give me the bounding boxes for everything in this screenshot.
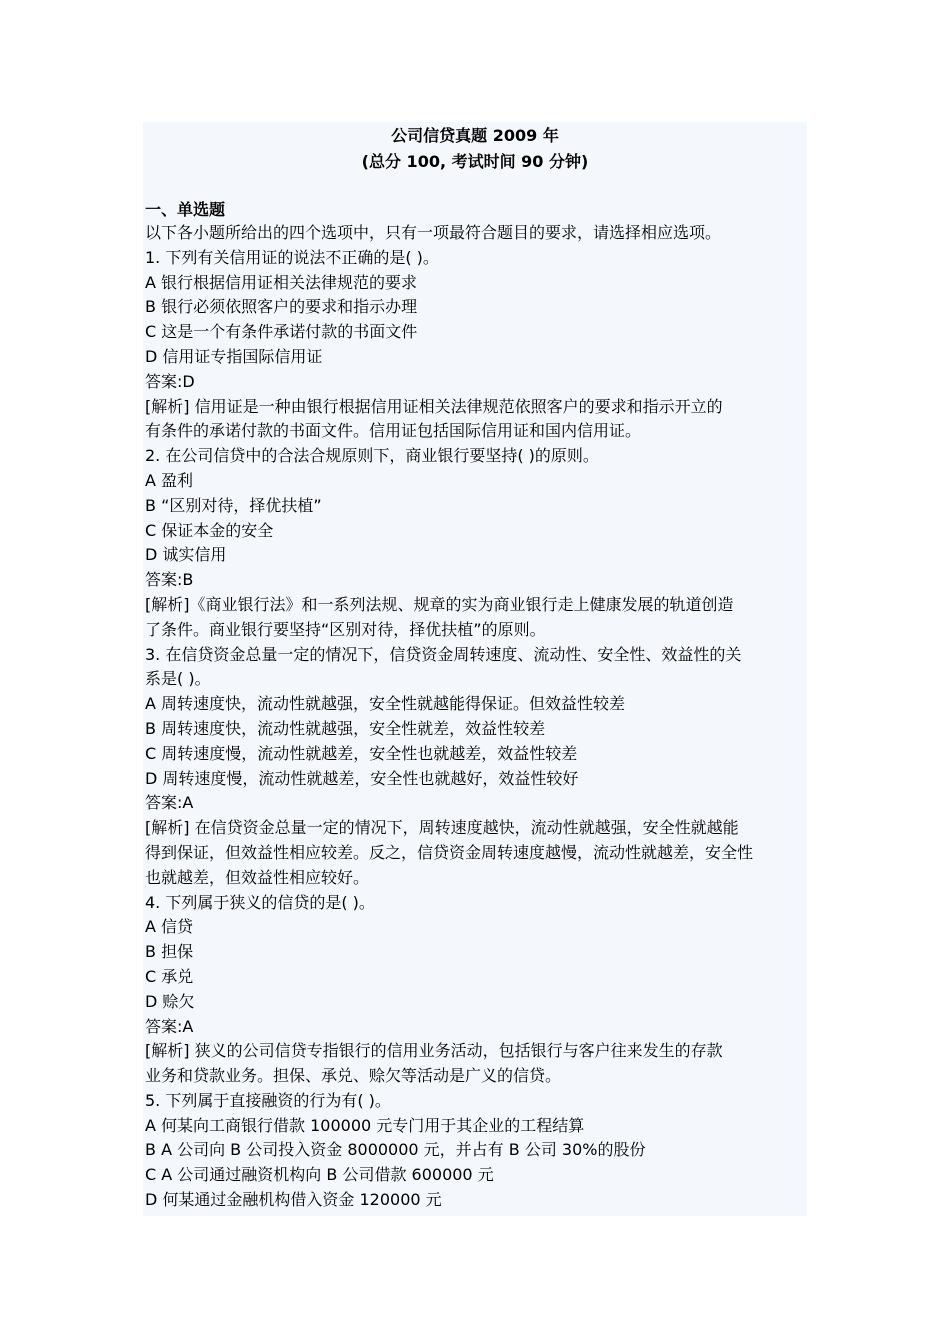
question-1: [145, 246, 807, 444]
document-content: [145, 221, 807, 1213]
option-c: C 承兑: [145, 966, 194, 986]
question-stem: 2. 在公司信贷中的合法合规原则下，商业银行要坚持( )的原则。: [145, 446, 599, 466]
question-stem: 4. 下列属于狭义的信贷的是( )。: [145, 892, 375, 912]
option-d: D 赊欠: [145, 991, 195, 1011]
analysis-line: [解析] 信用证是一种由银行根据信用证相关法律规范依照客户的要求和指示开立的: [145, 396, 723, 416]
option-c: C 保证本金的安全: [145, 520, 274, 540]
answer: 答案:D: [145, 371, 195, 391]
option-d: D 周转速度慢，流动性就越差，安全性也就越好，效益性较好: [145, 768, 579, 788]
analysis-line: [解析]《商业银行法》和一系列法规、规章的实为商业银行走上健康发展的轨道创造: [145, 594, 734, 614]
question-stem: 3. 在信贷资金总量一定的情况下，信贷资金周转速度、流动性、安全性、效益性的关: [145, 644, 742, 664]
question-stem: 5. 下列属于直接融资的行为有( )。: [145, 1090, 391, 1110]
analysis-line: [解析] 在信贷资金总量一定的情况下，周转速度越快，流动性就越强，安全性就越能: [145, 818, 739, 838]
document-subtitle: (总分 100, 考试时间 90 分钟): [361, 152, 589, 171]
option-a: A 何某向工商银行借款 100000 元专门用于其企业的工程结算: [145, 1115, 585, 1135]
option-d: D 信用证专指国际信用证: [145, 346, 323, 366]
answer: 答案:B: [145, 570, 194, 590]
analysis-line: 了条件。商业银行要坚持“区别对待，择优扶植”的原则。: [145, 619, 546, 639]
option-a: A 周转速度快，流动性就越强，安全性就越能得保证。但效益性较差: [145, 694, 626, 714]
question-5: [145, 1089, 807, 1213]
option-b: B 担保: [145, 942, 194, 962]
option-a: A 盈利: [145, 470, 194, 490]
question-stem: 1. 下列有关信用证的说法不正确的是( )。: [145, 247, 439, 267]
option-d: D 何某通过金融机构借入资金 120000 元: [145, 1190, 442, 1210]
option-d: D 诚实信用: [145, 545, 227, 565]
option-b: B 周转速度快，流动性就越强，安全性就差，效益性较差: [145, 718, 546, 738]
answer: 答案:A: [145, 1016, 194, 1036]
analysis-line: 业务和贷款业务。担保、承兑、赊欠等活动是广义的信贷。: [145, 1066, 562, 1086]
option-b: B 银行必须依照客户的要求和指示办理: [145, 297, 418, 317]
analysis-line: 也就越差，但效益性相应较好。: [145, 867, 370, 887]
question-2: [145, 444, 807, 642]
option-c: C 这是一个有条件承诺付款的书面文件: [145, 322, 418, 342]
answer: 答案:A: [145, 793, 194, 813]
option-a: A 信贷: [145, 917, 194, 937]
option-b: B “区别对待，择优扶植”: [145, 495, 322, 515]
option-a: A 银行根据信用证相关法律规范的要求: [145, 272, 418, 292]
analysis-line: [解析] 狭义的公司信贷专指银行的信用业务活动，包括银行与客户往来发生的存款: [145, 1041, 723, 1061]
question-3: [145, 643, 807, 891]
document-title: 公司信贷真题 2009 年: [391, 126, 559, 145]
question-stem: 系是( )。: [145, 669, 211, 689]
analysis-line: 有条件的承诺付款的书面文件。信用证包括国际信用证和国内信用证。: [145, 421, 642, 441]
option-c: C A 公司通过融资机构向 B 公司借款 600000 元: [145, 1165, 494, 1185]
analysis-line: 得到保证，但效益性相应较差。反之，信贷资金周转速度越慢，流动性就越差，安全性: [145, 842, 754, 862]
section-heading: 一、单选题: [145, 200, 226, 219]
option-c: C 周转速度慢，流动性就越差，安全性也就越差，效益性较差: [145, 743, 578, 763]
instructions: 以下各小题所给出的四个选项中，只有一项最符合题目的要求，请选择相应选项。: [145, 223, 722, 242]
option-b: B A 公司向 B 公司投入资金 8000000 元，并占有 B 公司 30%的股份: [145, 1140, 646, 1160]
question-4: [145, 891, 807, 1089]
